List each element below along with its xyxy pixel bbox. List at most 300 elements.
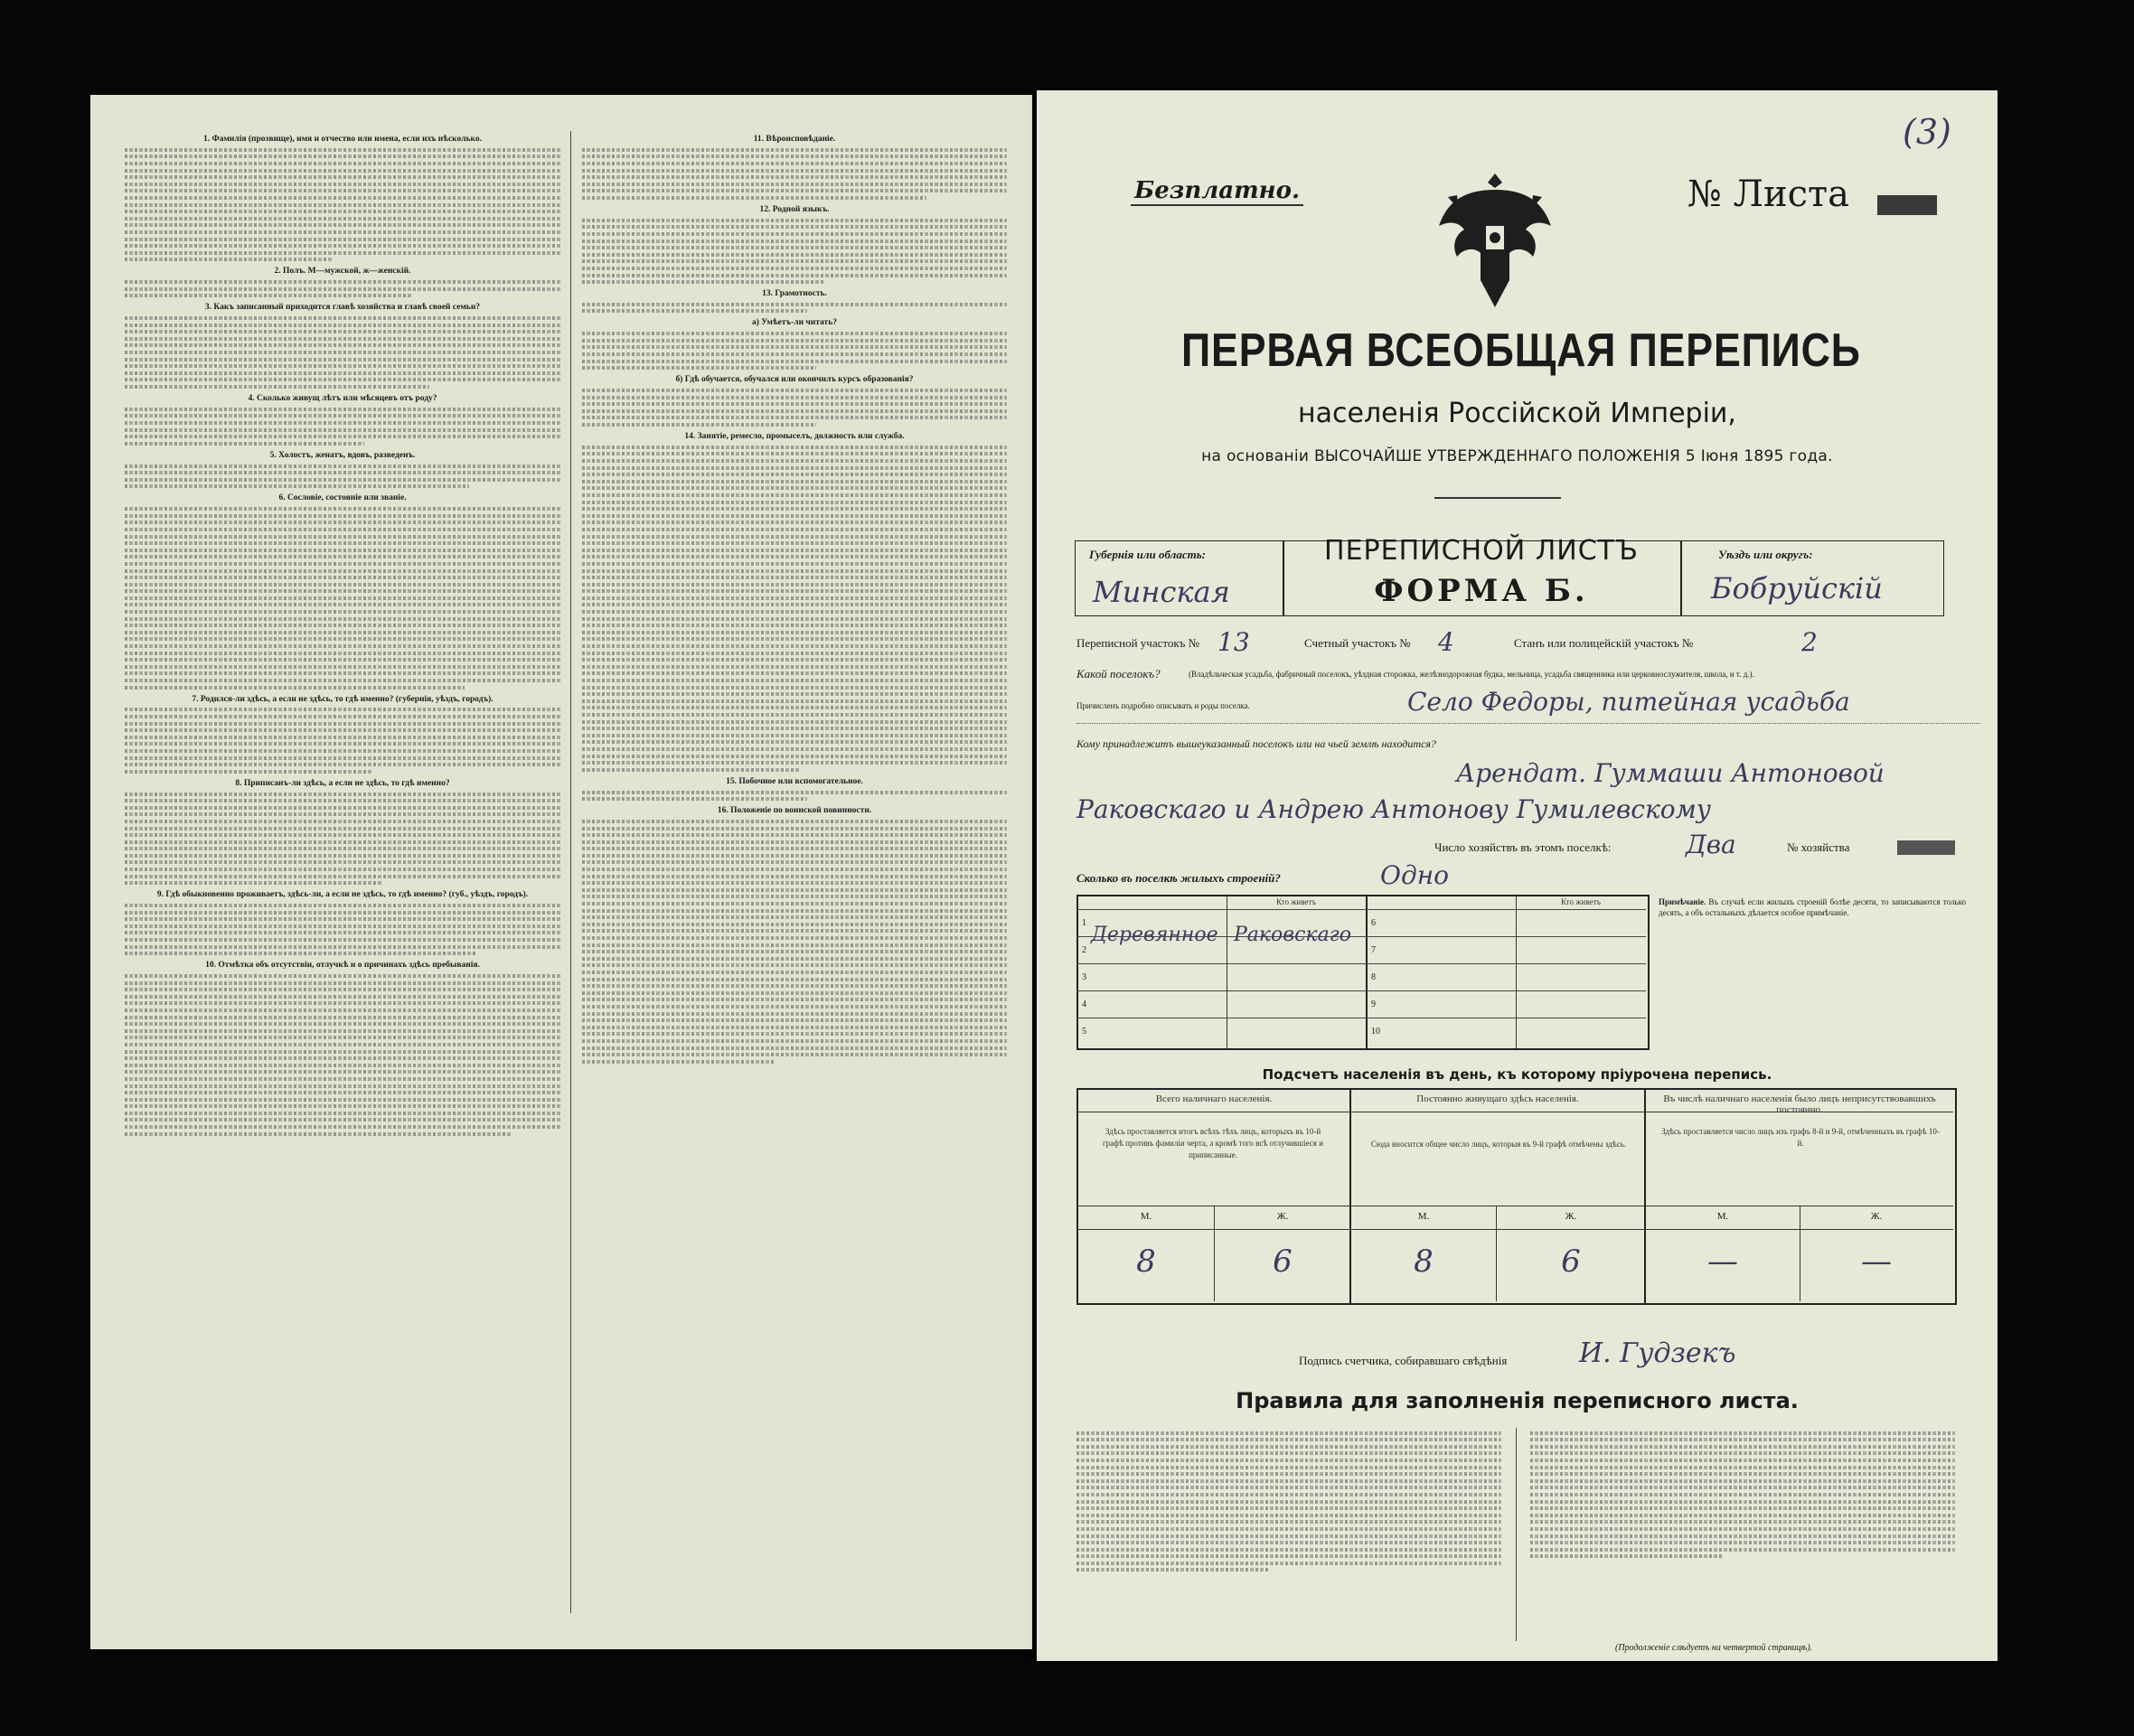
body-text-line xyxy=(582,1046,1007,1050)
body-text-line xyxy=(582,734,1007,737)
body-text-line xyxy=(582,991,1007,995)
body-text-line xyxy=(125,549,560,552)
body-text-line xyxy=(125,408,560,411)
body-text-line xyxy=(582,555,1007,558)
rules-text-line xyxy=(1076,1466,1501,1469)
body-text-line xyxy=(125,203,560,207)
body-text-line xyxy=(582,1032,1007,1036)
guberniya-label: Губернія или область: xyxy=(1089,548,1206,561)
body-text-line xyxy=(125,756,560,760)
header-divider-right xyxy=(1680,540,1682,616)
body-text-line xyxy=(125,576,560,579)
body-text-line xyxy=(582,473,1007,476)
body-text-line xyxy=(582,309,807,313)
tally-sex-label: Ж. xyxy=(1276,1211,1289,1222)
body-text-line xyxy=(582,617,1007,621)
body-text-line xyxy=(582,652,1007,655)
uezd-value: Бобруйскій xyxy=(1711,571,1883,605)
body-text-line xyxy=(582,402,1007,406)
body-text-line xyxy=(582,175,1007,179)
body-text-line xyxy=(125,324,560,327)
instructions-column-1 xyxy=(125,129,560,1613)
body-text-line xyxy=(582,895,1007,898)
tally-sex-label: Ж. xyxy=(1870,1211,1883,1222)
building-row-rule xyxy=(1366,990,1646,991)
body-text-line xyxy=(582,219,1007,222)
body-text-line xyxy=(125,770,373,774)
body-text-line xyxy=(582,720,1007,724)
body-text-line xyxy=(125,1104,560,1108)
body-text-line xyxy=(582,1005,1007,1009)
body-text-line xyxy=(125,414,560,418)
body-text-line xyxy=(125,1009,560,1012)
body-text-line xyxy=(125,931,560,934)
body-text-line xyxy=(125,378,560,381)
buildings-note-label: Примѣчаніе. xyxy=(1659,897,1706,906)
building-row-rule xyxy=(1366,909,1646,910)
body-text-line xyxy=(582,923,1007,926)
rules-text-line xyxy=(1530,1459,1955,1462)
body-text-line xyxy=(582,679,1007,682)
body-text-line xyxy=(125,812,560,816)
body-text-line xyxy=(125,169,560,173)
tally-col2-head: Постоянно живущаго здѣсь населенія. xyxy=(1416,1093,1579,1104)
section-heading: 12. Родной языкъ. xyxy=(759,204,830,214)
signature-value: И. Гудзекъ xyxy=(1579,1337,1736,1369)
body-text-line xyxy=(582,915,1007,919)
body-text-line xyxy=(125,189,560,192)
body-text-line xyxy=(125,1001,560,1005)
tally-col1-head: Всего наличнаго населенія. xyxy=(1155,1093,1273,1104)
tally-col3-head: Въ числѣ наличнаго населенія было лицъ неприсутствовавшихъ постоянно. xyxy=(1663,1093,1936,1115)
body-text-line xyxy=(125,251,560,255)
guberniya-value: Минская xyxy=(1093,575,1230,609)
body-text-line xyxy=(582,589,1007,593)
building-row-number: 10 xyxy=(1371,1027,1380,1037)
body-text-line xyxy=(582,658,1007,662)
body-text-line xyxy=(125,155,560,158)
body-text-line xyxy=(125,952,477,955)
body-text-line xyxy=(125,148,560,152)
body-text-line xyxy=(582,352,1007,356)
body-text-line xyxy=(582,466,1007,470)
buildings-note xyxy=(1659,896,1966,918)
body-text-line xyxy=(582,943,1007,947)
building-row-number: 3 xyxy=(1082,972,1086,982)
body-text-line xyxy=(125,875,560,878)
body-text-line xyxy=(125,1064,560,1067)
body-text-line xyxy=(582,875,1007,878)
body-text-line xyxy=(125,343,560,347)
tally-sex-label: М. xyxy=(1417,1211,1430,1222)
buildings-label: Сколько въ поселкѣ жилыхъ строеній? xyxy=(1076,871,1281,885)
body-text-line xyxy=(582,665,1007,669)
body-text-line xyxy=(125,945,560,949)
body-text-line xyxy=(125,464,560,468)
body-text-line xyxy=(125,1112,560,1115)
body-text-line xyxy=(125,1084,560,1088)
body-text-line xyxy=(125,974,560,978)
free-stamp: Безплатно. xyxy=(1131,177,1303,206)
building-row-number: 4 xyxy=(1082,999,1086,1009)
body-text-line xyxy=(582,840,1007,844)
rules-text-line xyxy=(1530,1445,1955,1449)
body-text-line xyxy=(125,428,560,432)
rules-text-line xyxy=(1530,1500,1955,1504)
buildings-value: Одно xyxy=(1380,860,1450,890)
rules-text-line xyxy=(1076,1479,1501,1483)
body-text-line xyxy=(582,480,1007,483)
body-text-line xyxy=(125,715,560,718)
census-district-label: Переписной участокъ № xyxy=(1076,636,1200,650)
body-text-line xyxy=(582,827,1007,830)
body-text-line xyxy=(125,665,560,669)
body-text-line xyxy=(582,624,1007,627)
body-text-line xyxy=(582,446,1007,449)
body-text-line xyxy=(582,280,824,284)
settlement-hint-2: Причисленъ подробно описывать и роды поселка. xyxy=(1076,701,1250,710)
body-text-line xyxy=(125,995,560,999)
body-text-line xyxy=(125,1043,560,1046)
section-heading: 6. Сословіе, состояніе или званіе. xyxy=(278,493,407,503)
rules-text-line xyxy=(1530,1527,1955,1531)
tally-heading: Подсчетъ населенія въ день, къ которому пріурочена перепись. xyxy=(1262,1066,1772,1083)
rules-text-line xyxy=(1076,1493,1501,1497)
body-text-line xyxy=(125,1077,560,1081)
settlement-hint: (Владѣльческая усадьба, фабричный поселокъ, уѣздная сторожка, желѣзнодорожная будка, мельница, усадьба священника или церковнослужителя, школа, и т. д.). xyxy=(1189,670,1754,679)
body-text-line xyxy=(125,911,560,915)
body-text-line xyxy=(582,155,1007,158)
building-1-material: Деревянное xyxy=(1091,924,1218,946)
body-text-line xyxy=(125,514,560,518)
body-text-line xyxy=(582,1026,1007,1029)
body-text-line xyxy=(125,294,412,297)
body-text-line xyxy=(125,644,560,648)
body-text-line xyxy=(125,421,560,425)
body-text-line xyxy=(582,671,1007,675)
rules-text-line xyxy=(1076,1445,1501,1449)
rules-text-line xyxy=(1076,1506,1501,1510)
building-row-rule xyxy=(1366,936,1646,937)
body-text-line xyxy=(582,686,1007,690)
body-text-line xyxy=(125,806,560,810)
counting-district-label: Счетный участокъ № xyxy=(1304,636,1411,650)
body-text-line xyxy=(582,740,1007,744)
body-text-line xyxy=(125,820,560,823)
section-heading: б) Гдѣ обучается, обучался или окончилъ курсъ образованія? xyxy=(675,375,914,385)
body-text-line xyxy=(582,493,1007,497)
stan-value: 2 xyxy=(1801,627,1818,657)
owner-value: Арендат. Гуммаши Антоновой Раковскаго и Андрею Антонову Гумилевскому xyxy=(1076,758,1885,824)
rules-text-line xyxy=(1076,1534,1501,1538)
section-heading: 3. Какъ записанный приходится главѣ хозяйства и главѣ своей семьи? xyxy=(204,303,481,313)
body-text-line xyxy=(125,1016,560,1019)
body-text-line xyxy=(582,541,1007,545)
body-text-line xyxy=(582,1039,1007,1043)
tally-value: — xyxy=(1707,1243,1738,1280)
body-text-line xyxy=(582,768,799,772)
body-text-line xyxy=(582,610,1007,614)
body-text-line xyxy=(125,686,465,690)
rules-text-line xyxy=(1076,1486,1501,1489)
body-text-line xyxy=(125,535,560,539)
body-text-line xyxy=(582,232,1007,236)
body-text-line xyxy=(125,793,560,796)
body-text-line xyxy=(125,196,560,200)
section-heading: 2. Полъ. М—мужской, ж—женскій. xyxy=(274,267,411,277)
section-heading: 16. Положеніе по воинской повинности. xyxy=(717,806,872,816)
body-text-line xyxy=(582,727,1007,730)
body-text-line xyxy=(582,957,1007,961)
body-text-line xyxy=(125,868,560,871)
body-text-line xyxy=(582,332,1007,335)
building-row-number: 2 xyxy=(1082,945,1086,955)
uezd-label: Уѣздъ или округъ: xyxy=(1718,548,1813,561)
section-heading: 15. Побочное или вспомогательное. xyxy=(726,776,863,786)
body-text-line xyxy=(125,435,560,438)
body-text-line xyxy=(125,840,560,844)
rules-text-line xyxy=(1530,1534,1955,1538)
body-text-line xyxy=(125,351,560,354)
tally-col1-desc: Здѣсь проставляется итогъ всѣхъ тѣхъ лицъ, которыхъ въ 10-й графѣ противъ фамиліи черта, а кромѣ того всѣ отлучившіеся и приписанные. xyxy=(1102,1127,1324,1159)
building-row-number: 1 xyxy=(1082,918,1086,928)
settlement-label: Какой поселокъ? xyxy=(1076,667,1161,680)
census-basis-line: на основаніи ВЫСОЧАЙШЕ УТВЕРЖДЕННАГО ПОЛОЖЕНІЯ 5 Іюня 1895 года. xyxy=(1201,447,1833,465)
body-text-line xyxy=(125,238,560,241)
body-text-line xyxy=(582,631,1007,634)
body-text-line xyxy=(582,706,1007,709)
rules-text-line xyxy=(1076,1438,1501,1441)
form-name: ФОРМА Б. xyxy=(1374,573,1589,609)
body-text-line xyxy=(125,652,560,655)
tally-sex-label: М. xyxy=(1140,1211,1152,1222)
rules-text-line xyxy=(1530,1520,1955,1524)
body-text-line xyxy=(582,246,1007,249)
body-text-line xyxy=(125,484,469,488)
body-text-line xyxy=(125,316,560,320)
body-text-line xyxy=(125,1098,560,1102)
buildings-note-text: Въ случаѣ если жилыхъ строеній болѣе десяти, то записываются только десять, а объ остальныхъ дѣлается особое примѣчаніе. xyxy=(1659,897,1967,917)
body-text-line xyxy=(125,555,560,558)
body-text-line xyxy=(582,692,1007,696)
body-text-line xyxy=(125,799,560,802)
body-text-line xyxy=(125,728,560,732)
body-text-line xyxy=(582,644,1007,648)
body-text-line xyxy=(125,589,560,593)
body-text-line xyxy=(125,938,560,942)
body-text-line xyxy=(125,617,560,621)
section-heading: 11. Вѣроисповѣданіе. xyxy=(753,135,836,144)
body-text-line xyxy=(125,631,560,634)
body-text-line xyxy=(125,442,364,446)
section-heading: а) Умѣетъ-ли читать? xyxy=(752,318,837,328)
body-text-line xyxy=(125,337,560,341)
rules-text-line xyxy=(1530,1479,1955,1483)
body-text-line xyxy=(582,936,1007,940)
body-text-line xyxy=(582,267,1007,270)
section-heading: 4. Сколько живущ лѣтъ или мѣсяцевъ отъ роду? xyxy=(248,394,437,404)
tally-sex-label: Ж. xyxy=(1565,1211,1577,1222)
body-text-line xyxy=(582,963,1007,967)
body-text-line xyxy=(582,929,1007,933)
body-text-line xyxy=(125,1132,512,1136)
stan-label: Станъ или полицейскій участокъ № xyxy=(1514,636,1694,650)
rules-text-line xyxy=(1530,1431,1955,1435)
body-text-line xyxy=(582,507,1007,511)
body-text-line xyxy=(125,1036,560,1039)
body-text-line xyxy=(582,521,1007,524)
body-text-line xyxy=(582,501,1007,504)
body-text-line xyxy=(582,1012,1007,1016)
rules-footnote: (Продолженіе слѣдуетъ на четвертой страницѣ). xyxy=(1615,1643,1813,1653)
double-headed-eagle-icon xyxy=(1432,163,1558,316)
rules-text-line xyxy=(1076,1562,1501,1565)
body-text-line xyxy=(125,562,560,566)
body-text-line xyxy=(125,280,560,284)
body-text-line xyxy=(125,827,560,830)
body-text-line xyxy=(582,514,1007,518)
rules-column-1 xyxy=(1076,1428,1501,1641)
body-text-line xyxy=(125,736,560,739)
body-text-line xyxy=(582,162,1007,165)
body-text-line xyxy=(125,671,560,675)
body-text-line xyxy=(582,360,1007,363)
body-text-line xyxy=(125,507,560,511)
body-text-line xyxy=(582,562,1007,566)
section-heading: 9. Гдѣ обыкновенно проживаетъ, здѣсь-ли, а если не здѣсь, то гдѣ именно? (губ., уѣздъ, городъ). xyxy=(156,890,529,900)
building-row-rule xyxy=(1076,909,1366,910)
rules-text-line xyxy=(1530,1451,1955,1455)
buildings-col-who-b: Кто живетъ xyxy=(1560,897,1602,906)
body-text-line xyxy=(582,416,1007,419)
body-text-line xyxy=(582,950,1007,953)
body-text-line xyxy=(582,820,1007,823)
body-text-line xyxy=(125,624,560,627)
building-row-number: 5 xyxy=(1082,1027,1086,1037)
rules-text-line xyxy=(1530,1541,1955,1544)
sheet-number-label: № Листа xyxy=(1687,174,1849,215)
body-text-line xyxy=(582,984,1007,988)
rules-text-line xyxy=(1530,1472,1955,1476)
left-page xyxy=(90,95,1032,1649)
body-text-line xyxy=(582,637,1007,641)
body-text-line xyxy=(582,978,1007,981)
tally-sex-label: М. xyxy=(1716,1211,1729,1222)
building-1-owner: Раковскаго xyxy=(1234,924,1352,946)
census-subtitle: населенія Россійской Имперіи, xyxy=(1298,398,1736,429)
body-text-line xyxy=(125,658,560,662)
body-text-line xyxy=(582,797,807,801)
tally-value: 6 xyxy=(1561,1243,1581,1280)
rules-text-line xyxy=(1530,1514,1955,1517)
body-text-line xyxy=(582,409,1007,413)
settlement-rule xyxy=(1076,723,1980,724)
body-text-line xyxy=(582,569,1007,573)
body-text-line xyxy=(125,528,560,531)
section-heading: 1. Фамилія (прозвище), имя и отчество или имена, если ихъ нѣсколько. xyxy=(203,135,482,144)
rules-column-2 xyxy=(1530,1428,1955,1619)
body-text-line xyxy=(582,1018,1007,1022)
body-text-line xyxy=(125,1022,560,1026)
body-text-line xyxy=(125,583,560,586)
building-row-rule xyxy=(1366,963,1646,964)
buildings-col-who-a: Кто живетъ xyxy=(1275,897,1317,906)
tally-value: 6 xyxy=(1273,1243,1293,1280)
tally-col3-desc: Здѣсь проставляется число лицъ изъ графъ 8-й и 9-й, отмѣченныхъ въ графѣ 10-й. xyxy=(1661,1127,1940,1148)
section-heading: 10. Отмѣтка объ отсутствіи, отлучкѣ и о причинахъ здѣсь пребыванія. xyxy=(205,961,480,971)
body-text-line xyxy=(582,225,1007,229)
body-text-line xyxy=(582,345,1007,349)
houses-count-label: Число хозяйствъ въ этомъ поселкѣ: xyxy=(1434,840,1612,854)
census-title: ПЕРВАЯ ВСЕОБЩАЯ ПЕРЕПИСЬ xyxy=(1181,324,1861,377)
rules-text-line xyxy=(1530,1493,1955,1497)
rules-text-line xyxy=(1076,1568,1268,1572)
body-text-line xyxy=(125,1029,560,1033)
rules-text-line xyxy=(1076,1500,1501,1504)
body-text-line xyxy=(125,162,560,165)
body-text-line xyxy=(582,366,816,370)
building-row-number: 9 xyxy=(1371,999,1376,1009)
body-text-line xyxy=(582,423,816,427)
building-row-number: 8 xyxy=(1371,972,1376,982)
body-text-line xyxy=(125,569,560,573)
tally-value: 8 xyxy=(1136,1243,1156,1280)
body-text-line xyxy=(125,244,560,248)
rules-text-line xyxy=(1530,1548,1955,1552)
section-heading: 5. Холостъ, женатъ, вдовъ, разведенъ. xyxy=(269,450,416,460)
body-text-line xyxy=(582,339,1007,343)
building-row-number: 7 xyxy=(1371,945,1376,955)
buildings-table-split xyxy=(1366,895,1368,1048)
form-title: ПЕРЕПИСНОЙ ЛИСТЪ xyxy=(1324,535,1639,567)
body-text-line xyxy=(582,583,1007,586)
rules-text-line xyxy=(1076,1520,1501,1524)
building-row-rule xyxy=(1076,990,1366,991)
census-district-value: 13 xyxy=(1217,627,1250,657)
body-text-line xyxy=(125,854,560,858)
body-text-line xyxy=(125,881,381,885)
body-text-line xyxy=(125,708,560,711)
body-text-line xyxy=(125,679,560,682)
body-text-line xyxy=(125,637,560,641)
tally-sex-divider xyxy=(1214,1206,1215,1301)
section-heading: 7. Родился-ли здѣсь, а если не здѣсь, то гдѣ именно? (губернія, уѣздъ, городъ). xyxy=(192,694,494,704)
buildings-table xyxy=(1076,895,1650,1050)
body-text-line xyxy=(125,287,560,291)
body-text-line xyxy=(125,1050,560,1054)
body-text-line xyxy=(125,364,560,368)
body-text-line xyxy=(582,881,1007,885)
body-text-line xyxy=(125,175,560,179)
body-text-line xyxy=(125,904,560,907)
rules-text-line xyxy=(1076,1459,1501,1462)
body-text-line xyxy=(125,610,560,614)
body-text-line xyxy=(125,541,560,545)
body-text-line xyxy=(125,210,560,213)
body-text-line xyxy=(582,791,1007,794)
body-text-line xyxy=(125,258,334,261)
body-text-line xyxy=(125,330,560,333)
body-text-line xyxy=(125,981,560,985)
body-text-line xyxy=(582,868,1007,871)
body-text-line xyxy=(125,371,560,375)
body-text-line xyxy=(582,902,1007,906)
body-text-line xyxy=(582,847,1007,850)
body-text-line xyxy=(582,239,1007,243)
tally-value: — xyxy=(1861,1243,1892,1280)
building-row-rule xyxy=(1076,963,1366,964)
body-text-line xyxy=(582,909,1007,913)
